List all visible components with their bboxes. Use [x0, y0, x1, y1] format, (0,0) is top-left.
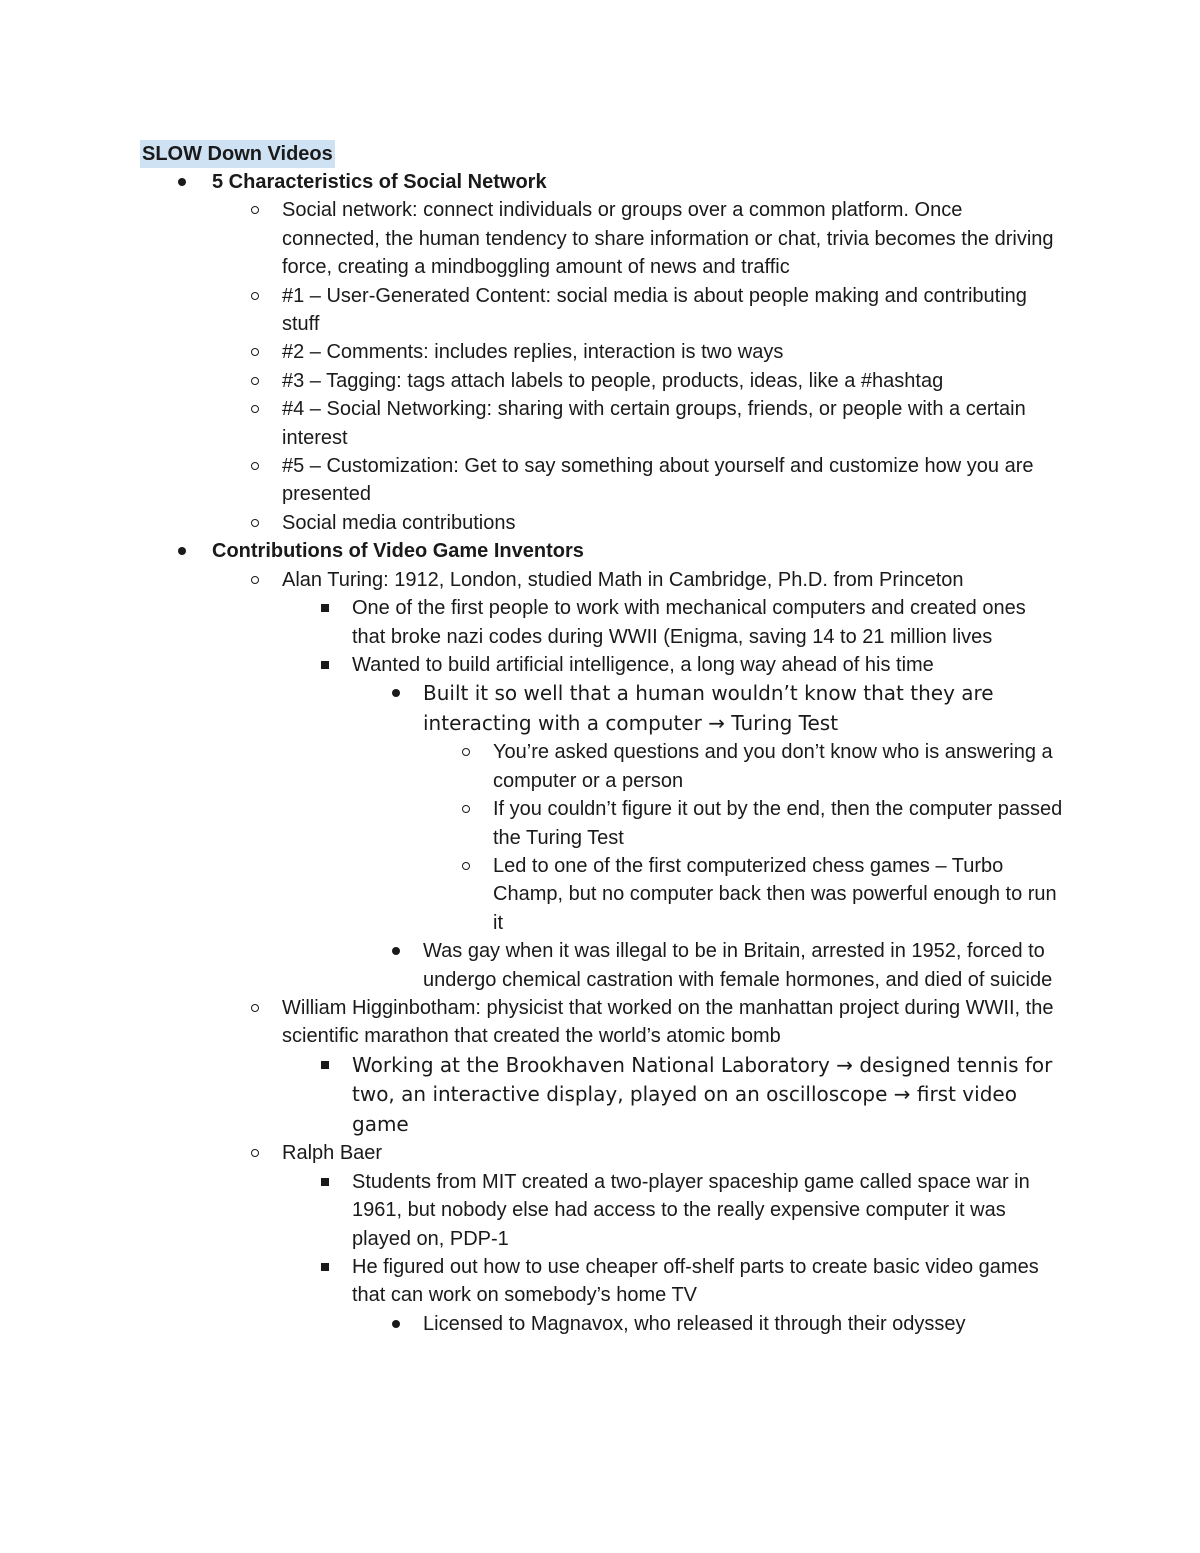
list-item-text: If you couldn’t figure it out by the end, then the computer passed the Turing Test — [493, 798, 1063, 849]
hollow-bullet-icon — [248, 338, 262, 366]
hollow-bullet-icon — [248, 994, 262, 1022]
list-item — [0, 937, 1200, 994]
filled-bullet-icon — [175, 168, 189, 196]
square-bullet-icon — [318, 594, 332, 622]
list-item — [0, 1051, 1200, 1140]
filled-bullet-icon — [175, 537, 189, 565]
list-item-text: Wanted to build artificial intelligence, a long way ahead of his time — [352, 653, 934, 676]
section-heading: 5 Characteristics of Social Network — [212, 171, 547, 193]
list-item — [0, 594, 1200, 651]
list-item-text: Was gay when it was illegal to be in Britain, arrested in 1952, forced to undergo chemical castration with female hormones, and died of suicide — [423, 940, 1053, 991]
hollow-bullet-icon — [248, 1139, 262, 1167]
list-item — [0, 651, 1200, 679]
list-item-turing — [0, 566, 1200, 594]
list-item-text: Social media contributions — [282, 511, 516, 534]
list-item — [0, 395, 1200, 452]
hollow-bullet-icon — [248, 566, 262, 594]
square-bullet-icon — [318, 651, 332, 679]
list-item-baer — [0, 1139, 1200, 1167]
filled-bullet-icon — [389, 679, 403, 707]
list-item — [0, 367, 1200, 395]
filled-bullet-icon — [389, 1310, 403, 1338]
list-item — [0, 1168, 1200, 1253]
hollow-bullet-icon — [248, 395, 262, 423]
list-item-text: He figured out how to use cheaper off-shelf parts to create basic video games that can work on somebody’s home TV — [352, 1255, 1039, 1307]
list-item-text: Licensed to Magnavox, who released it through their odyssey — [423, 1312, 966, 1335]
list-item-text: #5 – Customization: Get to say something about yourself and customize how you are presented — [282, 455, 1034, 506]
list-item — [0, 338, 1200, 366]
document-title: SLOW Down Videos — [140, 140, 335, 168]
list-item — [0, 1253, 1200, 1310]
square-bullet-icon — [318, 1253, 332, 1281]
top-level-list — [0, 168, 1200, 1338]
list-item — [0, 679, 1200, 738]
section-heading: Contributions of Video Game Inventors — [212, 540, 584, 563]
list-item-text: One of the first people to work with mechanical computers and created ones that broke nazi codes during WWII (Enigma, saving 14 to 21 million lives — [352, 597, 1026, 648]
list-item-higginbotham — [0, 994, 1200, 1051]
hollow-bullet-icon — [459, 738, 473, 766]
list-item — [0, 452, 1200, 509]
list-item-heading — [0, 168, 1200, 196]
list-item-text: Ralph Baer — [282, 1142, 383, 1165]
list-item-text: #4 – Social Networking: sharing with certain groups, friends, or people with a certain interest — [282, 398, 1026, 449]
hollow-bullet-icon — [459, 795, 473, 823]
filled-bullet-icon — [389, 937, 403, 965]
list-item-text: William Higginbotham: physicist that worked on the manhattan project during WWII, the scientific marathon that created the world’s atomic bomb — [282, 996, 1054, 1048]
list-item — [0, 738, 1200, 795]
list-item — [0, 509, 1200, 537]
list-item — [0, 795, 1200, 852]
list-item — [0, 852, 1200, 937]
list-item — [0, 196, 1200, 281]
list-item-heading — [0, 537, 1200, 565]
hollow-bullet-icon — [248, 452, 262, 480]
list-item-text: You’re asked questions and you don’t know who is answering a computer or a person — [493, 741, 1053, 792]
list-item-text: Led to one of the first computerized chess games – Turbo Champ, but no computer back then was powerful enough to run it — [493, 854, 1057, 934]
list-item-text: Alan Turing: 1912, London, studied Math in Cambridge, Ph.D. from Princeton — [282, 568, 964, 591]
list-item-text: Working at the Brookhaven National Laboratory → designed tennis for two, an interactive display, played on an oscilloscope → first video game — [352, 1052, 1053, 1136]
list-item — [0, 282, 1200, 339]
list-item-text: #3 – Tagging: tags attach labels to people, products, ideas, like a #hashtag — [282, 369, 944, 392]
hollow-bullet-icon — [248, 367, 262, 395]
list-item-text: Social network: connect individuals or groups over a common platform. Once connected, the human tendency to share information or chat, trivia becomes the driving force, creating a mindboggling amount of news and traffic — [282, 199, 1054, 279]
hollow-bullet-icon — [248, 509, 262, 537]
list-item-text: #2 – Comments: includes replies, interaction is two ways — [282, 341, 784, 364]
hollow-bullet-icon — [459, 852, 473, 880]
list-item-text: Built it so well that a human wouldn’t know that they are interacting with a computer → Turing Test — [423, 681, 994, 735]
hollow-bullet-icon — [248, 282, 262, 310]
list-item-text: #1 – User-Generated Content: social media is about people making and contributing stuff — [282, 284, 1027, 336]
list-item-text: Students from MIT created a two-player spaceship game called space war in 1961, but nobody else had access to the really expensive computer it was played on, PDP-1 — [352, 1170, 1030, 1250]
hollow-bullet-icon — [248, 196, 262, 224]
list-item — [0, 1310, 1200, 1338]
square-bullet-icon — [318, 1168, 332, 1196]
document-body — [0, 168, 1200, 1338]
square-bullet-icon — [318, 1051, 332, 1079]
